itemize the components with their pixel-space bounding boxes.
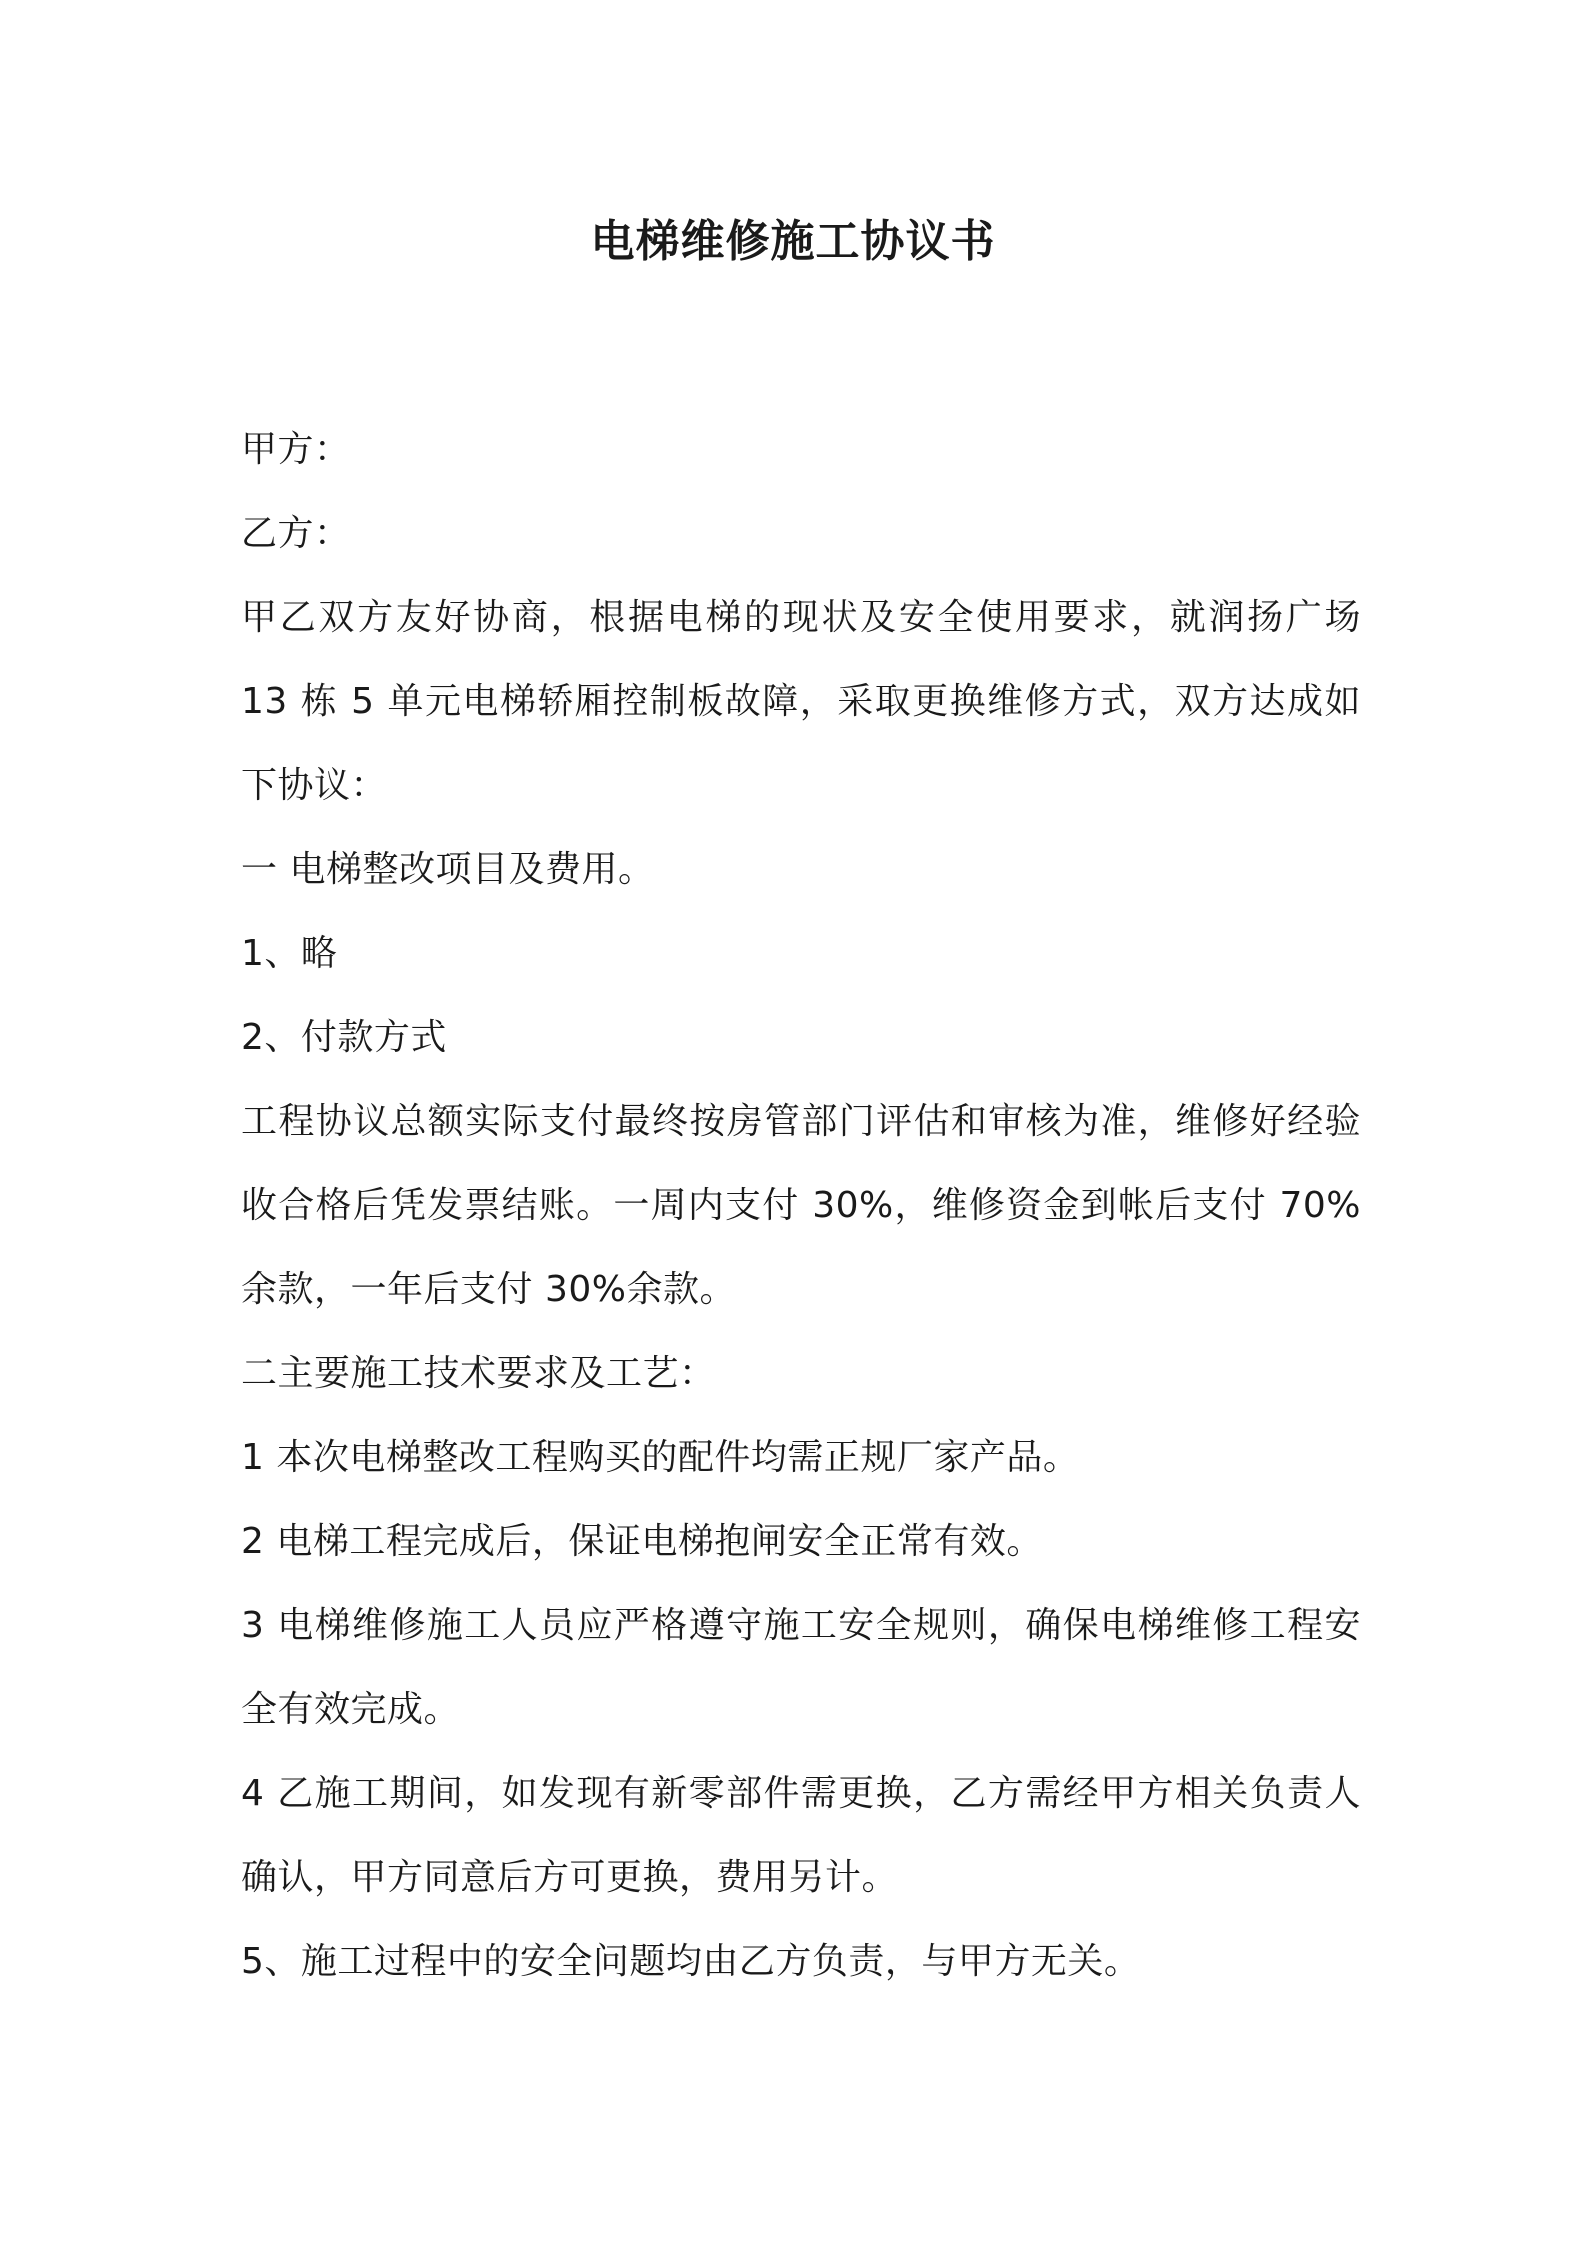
item-1-1: 1、略 (241, 933, 338, 974)
requirement-5: 5、施工过程中的安全问题均由乙方负责，与甲方无关。 (241, 1941, 1141, 1982)
requirement-2: 2 电梯工程完成后，保证电梯抱闸安全正常有效。 (241, 1521, 1043, 1562)
requirement-3-line-2: 全有效完成。 (241, 1689, 461, 1730)
document-body (241, 408, 1361, 2004)
requirement-4-line-2: 确认，甲方同意后方可更换，费用另计。 (241, 1857, 899, 1898)
requirement-4-line-1: 4 乙施工期间，如发现有新零部件需更换，乙方需经甲方相关负责人 (241, 1773, 1361, 1814)
payment-line-3: 余款，一年后支付 30%余款。 (241, 1269, 736, 1310)
requirement-3-line-1: 3 电梯维修施工人员应严格遵守施工安全规则，确保电梯维修工程安 (241, 1605, 1361, 1646)
party-b-line: 乙方： (241, 513, 351, 554)
item-1-2: 2、付款方式 (241, 1017, 447, 1058)
requirement-1: 1 本次电梯整改工程购买的配件均需正规厂家产品。 (241, 1437, 1080, 1478)
intro-line-1: 甲乙双方友好协商，根据电梯的现状及安全使用要求，就润扬广场 (241, 597, 1361, 638)
section-2-heading: 二主要施工技术要求及工艺： (241, 1353, 716, 1394)
section-1-heading: 一 电梯整改项目及费用。 (241, 849, 655, 890)
intro-line-3: 下协议： (241, 765, 388, 806)
intro-line-2: 13 栋 5 单元电梯轿厢控制板故障，采取更换维修方式，双方达成如 (241, 681, 1361, 722)
party-a-line: 甲方： (241, 429, 351, 470)
document-title: 电梯维修施工协议书 (590, 216, 996, 267)
payment-line-2: 收合格后凭发票结账。一周内支付 30%，维修资金到帐后支付 70% (241, 1185, 1361, 1226)
payment-line-1: 工程协议总额实际支付最终按房管部门评估和审核为准，维修好经验 (241, 1101, 1361, 1142)
